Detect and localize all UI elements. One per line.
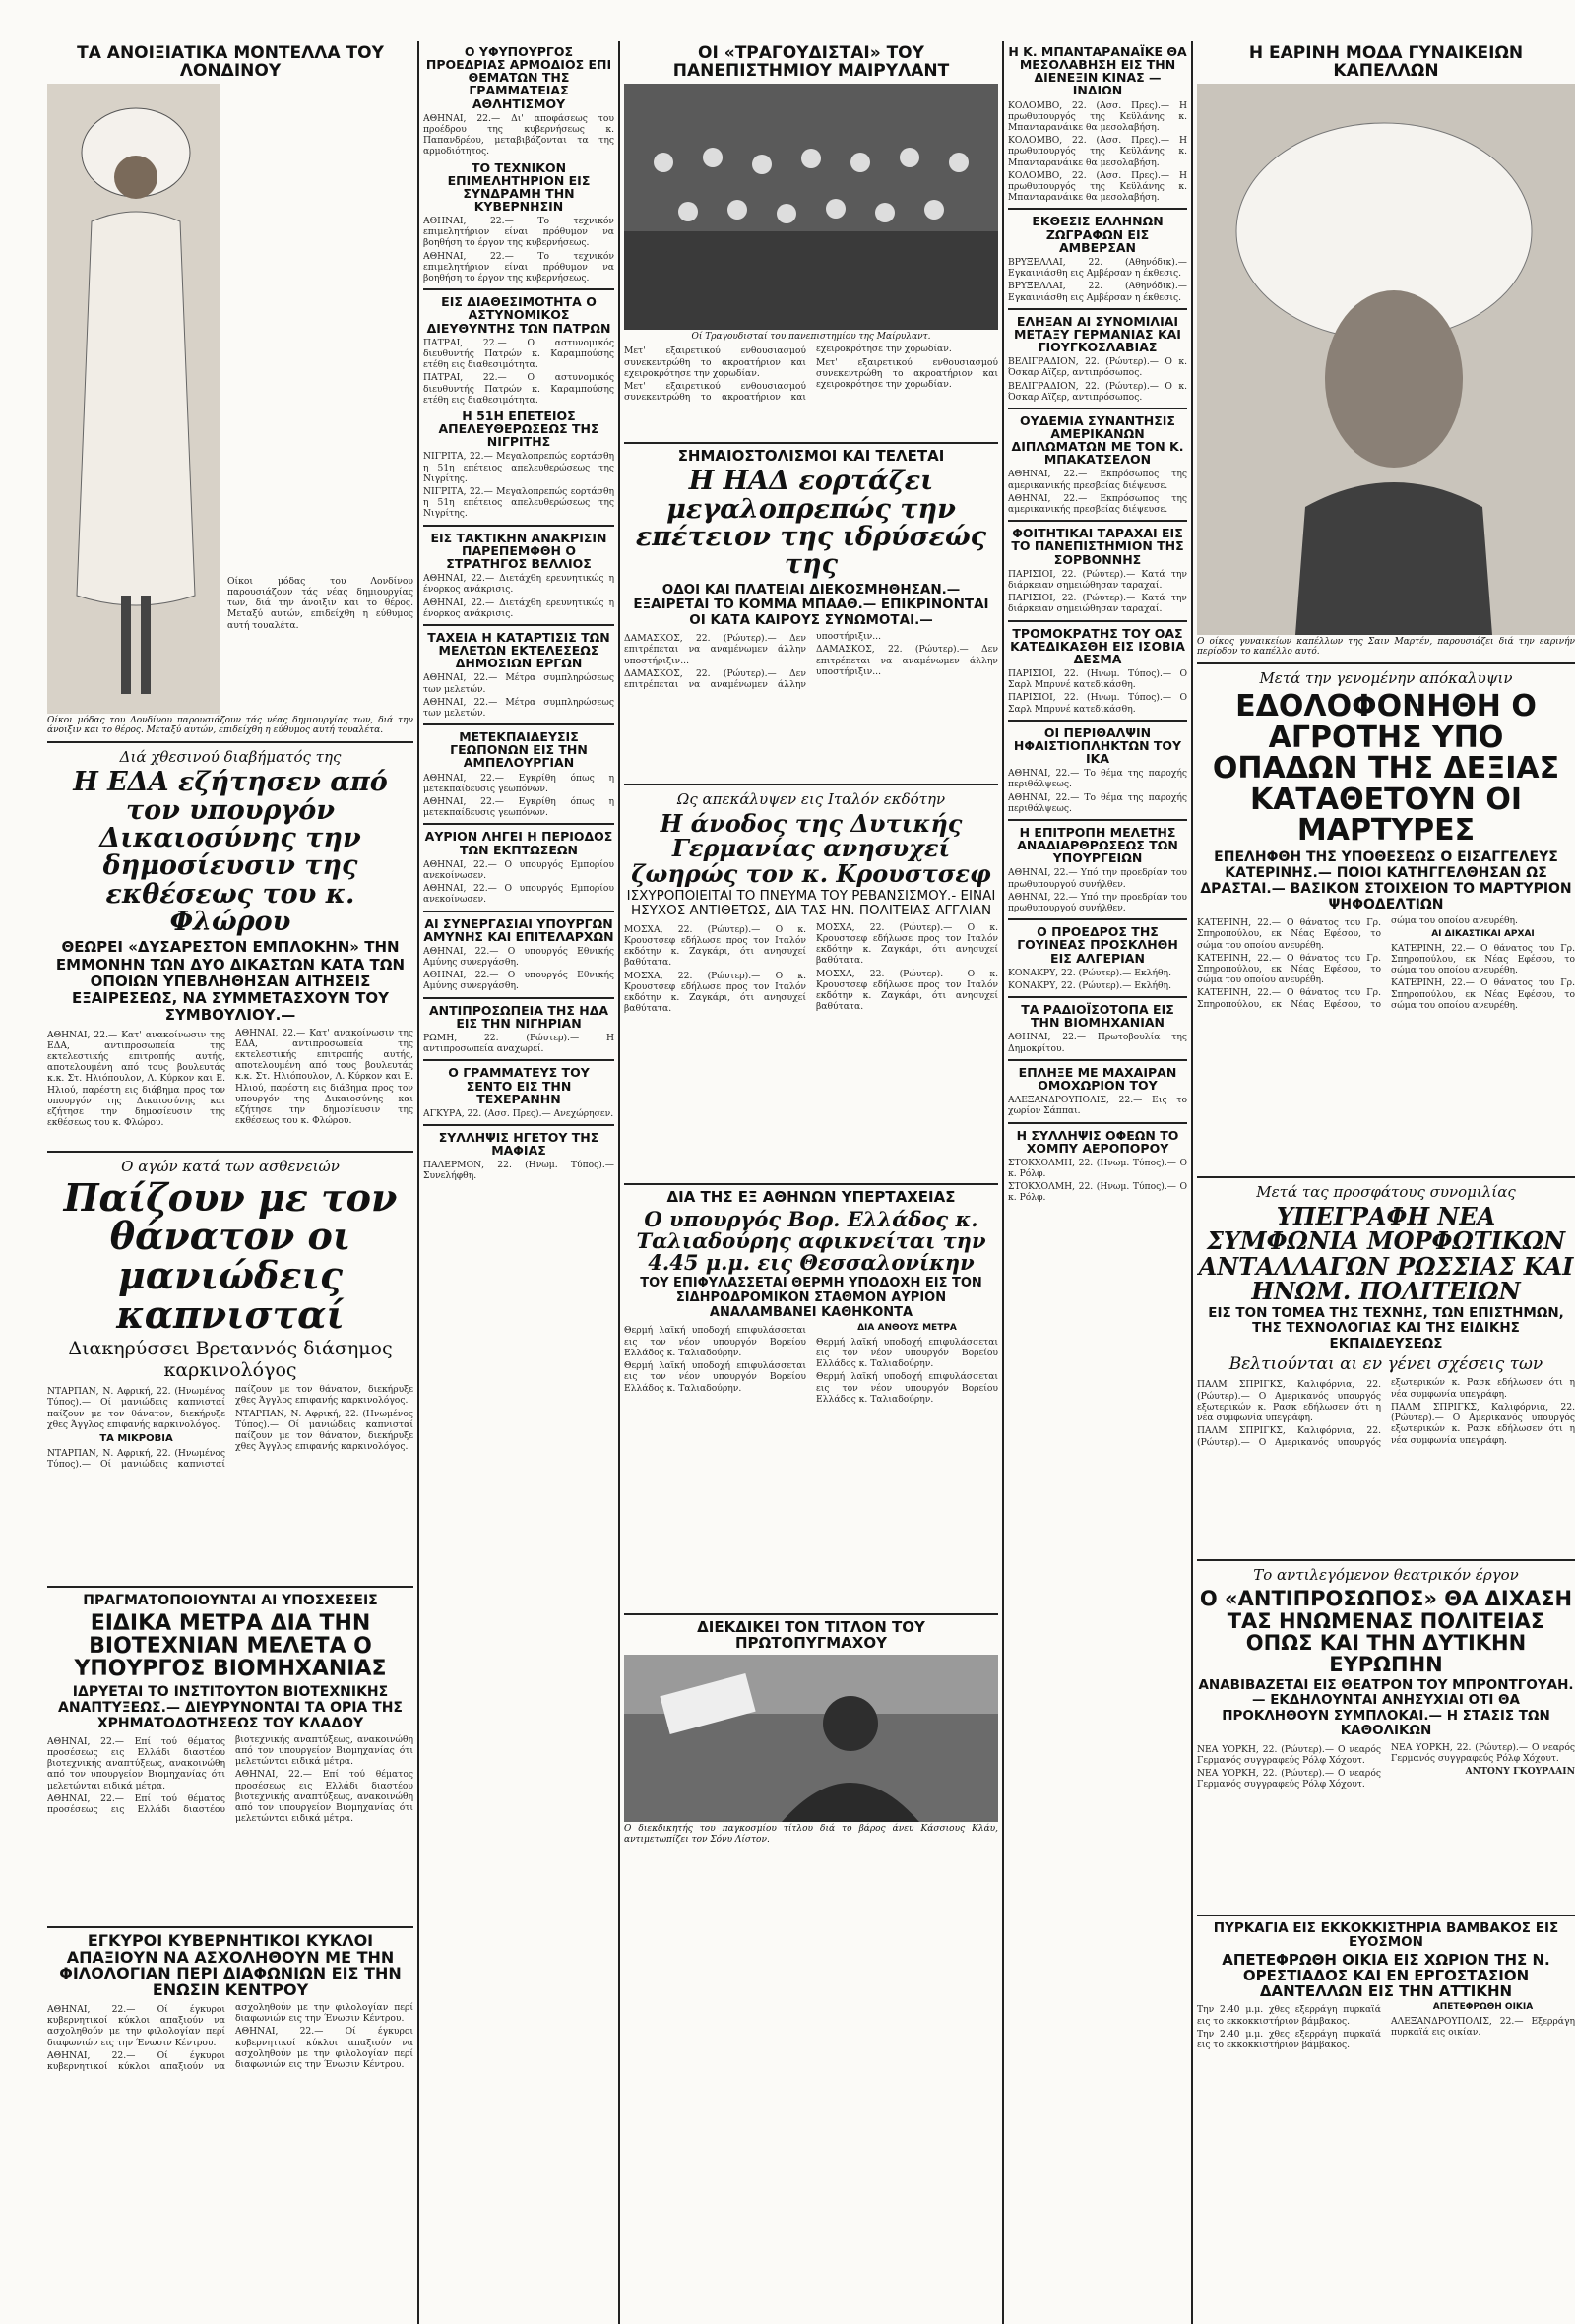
headline-agronomists: ΜΕΤΕΚΠΑΙΔΕΥΣΙΣ ΓΕΩΠΟΝΩΝ ΕΙΣ ΤΗΝ ΑΜΠΕΛΟΥΡΓΙΑΝ (450, 729, 588, 771)
headline-deputy-play: Ο «ΑΝΤΙΠΡΟΣΩΠΟΣ» ΘΑ ΔΙΧΑΣΗ ΤΑΣ ΗΝΩΜΕΝΑΣ ΠΟΛΙΤΕΙΑΣ ΟΠΩΣ ΚΑΙ ΤΗΝ ΔΥΤΙΚΗΝ ΕΥΡΩΠΗΝ (1199, 1587, 1573, 1676)
article-text: ΒΡΥΞΕΛΛΑΙ, 22. (Αθηνόδικ).— Εγκαινιάσθη εις Αμβέρσαν η έκθεσις. (1008, 281, 1187, 303)
divider (1197, 1915, 1575, 1916)
headline-snakes-hobby: Η ΣΥΛΛΗΨΙΣ ΟΦΕΩΝ ΤΟ ΧΟΜΠΥ ΑΕΡΟΠΟΡΟΥ (1016, 1127, 1179, 1156)
article-text: ΣΤΟΚΧΟΛΜΗ, 22. (Ηνωμ. Τύπος).— Ο κ. Ρόλφ. (1008, 1157, 1187, 1179)
headline-taliadouris: Ο υπουργός Βορ. Ελλάδος κ. Ταλιαδούρης αφικνείται την 4.45 μ.μ. εις Θεσσαλονίκην (636, 1206, 986, 1275)
headline-vellios: ΕΙΣ ΤΑΚΤΙΚΗΝ ΑΝΑΚΡΙΣΙΝ ΠΑΡΕΠΕΜΦΘΗ Ο ΣΤΡΑΤΗΓΟΣ ΒΕΛΛΙΟΣ (430, 530, 607, 571)
article-text: ΑΘΗΝΑΙ, 22.— Υπό την προεδρίαν του πρωθυπουργού συνήλθεν. (1008, 891, 1187, 914)
article-text: ΠΑΛΜ ΣΠΡΙΓΚΣ, Καλιφόρνια, 22. (Ρώυτερ).— Ο Αμερικανός υπουργός εξωτερικών κ. Ρασκ εδήλωσεν ότι η νέα συμφωνία υπεγράφη. (1391, 1401, 1575, 1446)
article-text: ΑΘΗΝΑΙ, 22.— Οί έγκυροι κυβερνητικοί κύκλοι απαξιούν να ασχοληθούν με την φιλολογίαν περί διαφωνιών εις την Ένωσιν Κέντρου. (47, 2004, 225, 2048)
divider (423, 723, 614, 725)
subhead-agreement: ΕΙΣ ΤΟΝ ΤΟΜΕΑ ΤΗΣ ΤΕΧΝΗΣ, ΤΩΝ ΕΠΙΣΤΗΜΩΝ, ΤΗΣ ΤΕΧΝΟΛΟΓΙΑΣ ΚΑΙ ΤΗΣ ΕΙΔΙΚΗΣ ΕΚΠΑΙΔΕΥΣΕΩΣ (1208, 1304, 1564, 1351)
headline-house-burned: ΑΠΕΤΕΦΡΩΘΗ ΟΙΚΙΑ ΕΙΣ ΧΩΡΙΟΝ ΤΗΣ Ν. ΟΡΕΣΤΙΑΔΟΣ ΚΑΙ ΕΝ ΕΡΓΟΣΤΑΣΙΟΝ ΔΑΝΤΕΛΛΩΝ ΕΙΣ ΤΗΝ ΑΤΤΙΚΗΝ (1222, 1951, 1550, 2000)
headline-hats: Η ΕΑΡΙΝΗ ΜΟΔΑ ΓΥΝΑΙΚΕΙΩΝ ΚΑΠΕΛΛΩΝ (1248, 43, 1524, 81)
article-text: Την 2.40 μ.μ. χθες εξερράγη πυρκαϊά εις το εκκοκκιστήριον βάμβακος. (1197, 2028, 1381, 2050)
headline-uar-anniversary: Η ΗΑΔ εορτάζει μεγαλοπρεπώς την επέτειον της ιδρύσεώς της (635, 466, 987, 581)
article-government-body (47, 2002, 413, 2229)
article-text: ΑΘΗΝΑΙ, 22.— Υπό την προεδρίαν του πρωθυπουργού συνήλθεν. (1008, 867, 1187, 890)
article-text: Θερμή λαϊκή υποδοχή επιφυλάσσεται εις τον νέον υπουργόν Βορείου Ελλάδος κ. Ταλιαδούρην. (624, 1360, 806, 1394)
article-text: ΑΘΗΝΑΙ, 22.— Ο υπουργός Εθνικής Αμύνης συνεργάσθη. (423, 970, 614, 992)
column-rule (618, 41, 620, 2324)
headline-ministries-committee: Η ΕΠΙΤΡΟΠΗ ΜΕΛΕΤΗΣ ΑΝΑΔΙΑΡΘΡΩΣΕΩΣ ΤΩΝ ΥΠΟΥΡΓΕΙΩΝ (1017, 825, 1178, 866)
divider (1008, 308, 1187, 310)
article-text: ΑΘΗΝΑΙ, 22.— Το θέμα της παροχής περιθάλψεως. (1008, 791, 1187, 814)
article-text: ΑΘΗΝΑΙ, 22.— Οί έγκυροι κυβερνητικοί κύκλοι απαξιούν να ασχοληθούν με την φιλολογίαν περί διαφωνιών εις την Ένωσιν Κέντρου. (235, 2026, 413, 2071)
article-text: Θερμή λαϊκή υποδοχή επιφυλάσσεται εις τον νέον υπουργόν Βορείου Ελλάδος κ. Ταλιαδούρην. (816, 1371, 998, 1405)
article-text: Θερμή λαϊκή υποδοχή επιφυλάσσεται εις τον νέον υπουργόν Βορείου Ελλάδος κ. Ταλιαδούρην. (624, 1325, 806, 1358)
photo-boxer (624, 1655, 998, 1822)
column-5 (1197, 41, 1575, 2315)
article-biotechnia-body (47, 1734, 413, 1921)
article-fire-body (1197, 2002, 1575, 2140)
headline-american-diplomats: ΟΥΔΕΜΙΑ ΣΥΝΑΝΤΗΣΙΣ ΑΜΕΡΙΚΑΝΩΝ ΔΙΠΛΩΜΑΤΩΝ ΜΕ ΤΟΝ Κ. ΜΠΑΚΑΤΣΕΛΟΝ (1011, 412, 1184, 468)
headline-nigrita: Η 51Η ΕΠΕΤΕΙΟΣ ΑΠΕΛΕΥΘΕΡΩΣΕΩΣ ΤΗΣ ΝΙΓΡΙΤΗΣ (438, 408, 599, 450)
column-rule (417, 41, 419, 2324)
divider (423, 997, 614, 999)
headline-nigeria: ΑΝΤΙΠΡΟΣΩΠΕΙΑ ΤΗΣ ΗΔΑ ΕΙΣ ΤΗΝ ΝΙΓΗΡΙΑΝ (428, 1002, 609, 1031)
divider (1008, 408, 1187, 409)
article-text: ΠΑΤΡΑΙ, 22.— Ο αστυνομικός διευθυντής Πατρών κ. Καραμπούσης ετέθη εις διαθεσιμότητα. (423, 372, 614, 406)
article-text: Μετ' εξαιρετικού ενθουσιασμού συνεκεντρώθη το ακροατήριον και εχειροκρότησε την χορωδίαν. (624, 344, 952, 404)
article-text: ΑΘΗΝΑΙ, 22.— Διετάχθη ερευνητικώς η ένορκος ανάκρισις. (423, 573, 614, 596)
divider (624, 442, 998, 444)
article-text: Την 2.40 μ.μ. χθες εξερράγη πυρκαϊά εις το εκκοκκιστήριον βάμβακος. (1197, 2004, 1381, 2027)
article-text: ΝΤΑΡΠΑΝ, Ν. Αφρική, 22. (Ηνωμένος Τύπος).— Οί μανιώδεις καπνισταί παίζουν με τον θάνατον, διεκήρυξε χθες Άγγλος επιφανής καρκινολόγος. (235, 1408, 413, 1453)
article-text: ΔΑΜΑΣΚΟΣ, 22. (Ρώυτερ).— Δεν επιτρέπεται να αναμένωμεν άλλην υποστήριξιν... (624, 633, 806, 666)
divider (423, 288, 614, 290)
article-text: Μετ' εξαιρετικού ενθουσιασμού συνεκεντρώθη το ακροατήριον και εχειροκρότησε την χορωδίαν. (624, 345, 806, 379)
column-3 (624, 41, 998, 2315)
article-text: ΜΟΣΧΑ, 22. (Ρώυτερ).— Ο κ. Κρουστσεφ εδήλωσε προς τον Ιταλόν εκδότην κ. Ζαγκάρι, ότι ανησυχεί βαθύτατα. (624, 923, 806, 969)
article-text: ΑΘΗΝΑΙ, 22.— Ο υπουργός Εμπορίου ανεκοίνωσεν. (423, 883, 614, 906)
article-taliadouris-body (624, 1323, 998, 1608)
article-text: ΑΘΗΝΑΙ, 22.— Μέτρα συμπληρώσεως των μελετών. (423, 672, 614, 695)
headline-fire-evosmos: ΠΥΡΚΑΓΙΑ ΕΙΣ ΕΚΚΟΚΚΙΣΤΗΡΙΑ ΒΑΜΒΑΚΟΣ ΕΙΣ ΕΥΟΣΜΟΝ (1213, 1919, 1559, 1950)
article-text: ΑΘΗΝΑΙ, 22.— Κατ' ανακοίνωσιν της ΕΔΑ, αντιπροσωπεία της εκτελεστικής επιτροπής αυτής, αποτελουμένη από τους βουλευτάς κ.κ. Στ. Ηλιόπουλον, Λ. Κύρκον και Ε. Ηλιού, παρέστη εις διάβημα προς τον υπουργόν της Δικαιοσύνης και εζήτησε την δημοσίευσιν της εκθέσεως του κ. Φλώρου. (235, 1027, 413, 1127)
divider (1197, 1559, 1575, 1561)
article-text: ΑΛΕΞΑΝΔΡΟΥΠΟΛΙΣ, 22.— Εις το χωρίον Σάππαι. (1008, 1095, 1187, 1117)
byline: ΑΝΤΟΝΥ ΓΚΟΥΡΛΑΙΝ (1465, 1766, 1575, 1778)
divider (423, 823, 614, 825)
subhead-taliadouris: ΤΟΥ ΕΠΙΦΥΛΑΣΣΕΤΑΙ ΘΕΡΜΗ ΥΠΟΔΟΧΗ ΕΙΣ ΤΟΝ ΣΙΔΗΡΟΔΡΟΜΙΚΟΝ ΣΤΑΘΜΟΝ ΑΥΡΙΟΝ ΑΝΑΛΑΜΒΑΝΕΙ ΚΑΘΗΚΟΝΤΑ (640, 1275, 982, 1320)
article-text: ΔΑΜΑΣΚΟΣ, 22. (Ρώυτερ).— Δεν επιτρέπεται να αναμένωμεν άλλην υποστήριξιν... (816, 644, 998, 677)
divider (47, 1926, 413, 1928)
column-2 (423, 41, 614, 2315)
headline-boxer: ΔΙΕΚΔΙΚΕΙ ΤΟΝ ΤΙΤΛΟΝ ΤΟΥ ΠΡΩΤΟΠΥΓΜΑΧΟΥ (697, 1618, 925, 1653)
headline-ika: ΟΙ ΠΕΡΙΘΑΛΨΙΝ ΗΦΑΙΣΤΙΟΠΛΗΚΤΩΝ ΤΟΥ ΙΚΑ (1013, 724, 1182, 767)
section-judicial: ΑΙ ΔΙΚΑΣΤΙΚΑΙ ΑΡΧΑΙ (1431, 929, 1535, 940)
section-house-burned: ΑΠΕΤΕΦΡΩΘΗ ΟΙΚΙΑ (1432, 2002, 1534, 2013)
divider (1008, 720, 1187, 722)
photo-caption-hat: Ο οίκος γυναικείων καπέλλων της Σαιν Μαρτέν, παρουσιάζει διά την εαρινήν περίοδον το καπέλλο αυτό. (1197, 636, 1575, 658)
article-text: ΝΕΑ ΥΟΡΚΗ, 22. (Ρώυτερ).— Ο νεαρός Γερμανός συγγραφεύς Ρόλφ Χόχουτ. (1197, 1743, 1381, 1766)
article-play-body (1197, 1742, 1575, 1910)
article-text: ΒΕΛΙΓΡΑΔΙΟΝ, 22. (Ρώυτερ).— Ο κ. Όσκαρ Αϊζερ, αντιπρόσωπος. (1008, 356, 1187, 379)
article-text: ΑΘΗΝΑΙ, 22.— Πρωτοβουλία της Δημοκρίτου. (1008, 1032, 1187, 1054)
article-text: ΚΑΤΕΡΙΝΗ, 22.— Ο θάνατος του Γρ. Σπηροπούλου, εκ Νέας Εφέσου, το σώμα του οποίου ανευρέθη. (1391, 942, 1575, 976)
article-text: ΚΟΛΟΜΒΟ, 22. (Ασσ. Πρες).— Η πρωθυπουργός της Κεϋλάνης κ. Μπανταρανάικε θα μεσολαβήση. (1008, 99, 1187, 133)
article-text: ΑΘΗΝΑΙ, 22.— Μέτρα συμπληρώσεως των μελετών. (423, 696, 614, 719)
headline-knife: ΕΠΛΗΞΕ ΜΕ ΜΑΧΑΙΡΑΝ ΟΜΟΧΩΡΙΟΝ ΤΟΥ (1018, 1064, 1177, 1093)
article-text: ΑΘΗΝΑΙ, 22.— Δι' αποφάσεως του προέδρου της κυβερνήσεως κ. Παπανδρέου, μεταβιβάζονται τα της αρμοδιότητος. (423, 112, 614, 157)
article-text: ΝΕΑ ΥΟΡΚΗ, 22. (Ρώυτερ).— Ο νεαρός Γερμανός συγγραφεύς Ρόλφ Χόχουτ. (1391, 1741, 1575, 1764)
article-text: ΠΑΡΙΣΙΟΙ, 22. (Ρώυτερ).— Κατά την διάρκειαν σημειώθησαν ταραχαί. (1008, 568, 1187, 591)
article-text: ΑΘΗΝΑΙ, 22.— Το τεχνικόν επιμελητήριον είναι πρόθυμον να βοηθήση το έργον της κυβερνήσεως. (423, 250, 614, 284)
headline-mafia: ΣΥΛΛΗΨΙΣ ΗΓΕΤΟΥ ΤΗΣ ΜΑΦΙΑΣ (438, 1129, 599, 1159)
article-text: ΜΟΣΧΑ, 22. (Ρώυτερ).— Ο κ. Κρουστσεφ εδήλωσε προς τον Ιταλόν εκδότην κ. Ζαγκάρι, ότι ανησυχεί βαθύτατα. (624, 970, 806, 1015)
headline-biotechnia: ΕΙΔΙΚΑ ΜΕΤΡΑ ΔΙΑ ΤΗΝ ΒΙΟΤΕΧΝΙΑΝ ΜΕΛΕΤΑ Ο ΥΠΟΥΡΓΟΣ ΒΙΟΜΗΧΑΝΙΑΣ (74, 1611, 387, 1682)
divider (423, 1059, 614, 1061)
article-text: ΑΘΗΝΑΙ, 22.— Εγκρίθη όπως η μετεκπαίδευσις γεωπόνων. (423, 772, 614, 794)
article-farmer-body (1197, 915, 1575, 1171)
headline-deputy-minister: Ο ΥΦΥΠΟΥΡΓΟΣ ΠΡΟΕΔΡΙΑΣ ΑΡΜΟΔΙΟΣ ΕΠΙ ΘΕΜΑΤΩΝ ΤΗΣ ΓΡΑΜΜΑΤΕΙΑΣ ΑΘΛΗΤΙΣΜΟΥ (425, 44, 612, 111)
photo-caption-model: Οίκοι μόδας του Λονδίνου παρουσιάζουν τάς νέας δημιουργίας των, διά την άνοιξιν και το θέρος. Μεταξύ αυτών, επιδείχθη η εύθυμος αυτή τουαλέτα. (47, 715, 413, 736)
article-text: ΠΑΤΡΑΙ, 22.— Ο αστυνομικός διευθυντής Πατρών κ. Καραμπούσης ετέθη εις διαθεσιμότητα. (423, 337, 614, 371)
headline-patras-police: ΕΙΣ ΔΙΑΘΕΣΙΜΟΤΗΤΑ Ο ΑΣΤΥΝΟΜΙΚΟΣ ΔΙΕΥΘΥΝΤΗΣ ΤΩΝ ΠΑΤΡΩΝ (426, 294, 611, 336)
headline-discounts: ΑΥΡΙΟΝ ΛΗΓΕΙ Η ΠΕΡΙΟΔΟΣ ΤΩΝ ΕΚΠΤΩΣΕΩΝ (424, 829, 613, 857)
photo-choir (624, 84, 998, 330)
section-flowers: ΔΙΑ ΑΝΘΟΥΣ ΜΕΤΡΑ (857, 1323, 957, 1334)
headline-radioisotopes: ΤΑ ΡΑΔΙΟΪΣΟΤΟΠΑ ΕΙΣ ΤΗΝ ΒΙΟΜΗΧΑΝΙΑΝ (1021, 1002, 1174, 1031)
article-text: ΝΤΑΡΠΑΝ, Ν. Αφρική, 22. (Ηνωμένος Τύπος).— Οί μανιώδεις καπνισταί παίζουν με τον θάνατον, διεκήρυξε χθες Άγγλος επιφανής καρκινολόγος. (47, 1384, 413, 1470)
article-text: ΑΘΗΝΑΙ, 22.— Κατ' ανακοίνωσιν της ΕΔΑ, αντιπροσωπεία της εκτελεστικής επιτροπής αυτής, αποτελουμένη από τους βουλευτάς κ.κ. Στ. Ηλιόπουλον, Λ. Κύρκον και Ε. Ηλιού, παρέστη εις διάβημα προς τον υπουργόν της Δικαιοσύνης και εζήτησε την δημοσίευσιν της εκθέσεως του κ. Φλώρου. (47, 1029, 225, 1129)
model-text-column (227, 84, 413, 714)
headline-cento: Ο ΓΡΑΜΜΑΤΕΥΣ ΤΟΥ ΣΕΝΤΟ ΕΙΣ ΤΗΝ ΤΕΧΕΡΑΝΗΝ (448, 1065, 590, 1106)
headline-london-models: ΤΑ ΑΝΟΙΞΙΑΤΙΚΑ ΜΟΝΤΕΛΛΑ ΤΟΥ ΛΟΝΔΙΝΟΥ (77, 43, 384, 81)
article-text: ΑΓΚΥΡΑ, 22. (Ασσ. Πρες).— Ανεχώρησεν. (423, 1107, 614, 1119)
article-text: ΠΑΡΙΣΙΟΙ, 22. (Ρώυτερ).— Κατά την διάρκειαν σημειώθησαν ταραχαί. (1008, 593, 1187, 615)
subhead-khrushchev: ΙΣΧΥΡΟΠΟΙΕΙΤΑΙ ΤΟ ΠΝΕΥΜΑ ΤΟΥ ΡΕΒΑΝΣΙΣΜΟΥ.- ΕΙΝΑΙ ΗΣΥΧΟΣ ΑΝΤΙΘΕΤΩΣ, ΔΙΑ ΤΑΣ ΗΝ. ΠΟΛΙΤΕΙΑΣ-ΑΓΓΛΙΑΝ (626, 887, 996, 919)
article-text: ΑΘΗΝΑΙ, 22.— Το τεχνικόν επιμελητήριον είναι πρόθυμον να βοηθήση το έργον της κυβερνήσεως. (423, 216, 614, 249)
headline-public-works: ΤΑΧΕΙΑ Η ΚΑΤΑΡΤΙΣΙΣ ΤΩΝ ΜΕΛΕΤΩΝ ΕΚΤΕΛΕΣΕΩΣ ΔΗΜΟΣΙΩΝ ΕΡΓΩΝ (427, 629, 610, 671)
article-uar-body (624, 631, 998, 779)
kicker-murder: Μετά την γενομένην απόκαλυψιν (1259, 669, 1513, 688)
article-text: ΑΘΗΝΑΙ, 22.— Ο υπουργός Εμπορίου ανεκοίνωσεν. (423, 858, 614, 881)
divider (47, 741, 413, 743)
headline-smokers: Παίζουν με τον θάνατον οι μανιώδεις καπνισταί (63, 1174, 398, 1338)
kicker-agreement: Μετά τας προσφάτους συνομιλίας (1256, 1183, 1516, 1202)
divider (1008, 1059, 1187, 1061)
article-text: ΑΘΗΝΑΙ, 22.— Επί τού θέματος προσέσεως εις Ελλάδι διαστέου βιοτεχνικής αναπτύξεως, ανακοινώθη από τον υπουργείον Βιομηχανίας ότι μελετώνται ειδικά μέτρα. (235, 1769, 413, 1825)
subhead-biotechnia: ΙΔΡΥΕΤΑΙ ΤΟ ΙΝΣΤΙΤΟΥΤΟΝ ΒΙΟΤΕΧΝΙΚΗΣ ΑΝΑΠΤΥΞΕΩΣ.— ΔΙΕΥΡΥΝΟΝΤΑΙ ΤΑ ΟΡΙΑ ΤΗΣ ΧΡΗΜΑΤΟΔΟΤΗΣΕΩΣ ΤΟΥ ΚΛΑΔΟΥ (58, 1683, 403, 1731)
divider (1008, 1122, 1187, 1124)
article-text: ΝΙΓΡΙΤΑ, 22.— Μεγαλοπρεπώς εορτάσθη η 51η επέτειος απελευθερώσεως της Νιγρίτης. (423, 486, 614, 520)
article-agreement-body (1197, 1377, 1575, 1554)
subhead-smokers: Διακηρύσσει Βρεταννός διάσημος καρκινολόγος (68, 1338, 393, 1382)
article-text: ΚΑΤΕΡΙΝΗ, 22.— Ο θάνατος του Γρ. Σπηροπούλου, εκ Νέας Εφέσου, το σώμα του οποίου ανευρέθη. (1197, 952, 1381, 986)
headline-germany-yugoslavia: ΕΛΗΞΑΝ ΑΙ ΣΥΝΟΜΙΛΙΑΙ ΜΕΤΑΞΥ ΓΕΡΜΑΝΙΑΣ ΚΑΙ ΓΙΟΥΓΚΟΣΛΑΒΙΑΣ (1014, 313, 1181, 354)
kicker-khrushchev: Ως απεκάλυψεν εις Ιταλόν εκδότην (676, 790, 946, 809)
article-text: ΒΕΛΙΓΡΑΔΙΟΝ, 22. (Ρώυτερ).— Ο κ. Όσκαρ Αϊζερ, αντιπρόσωπος. (1008, 380, 1187, 403)
section-microbes: ΤΑ ΜΙΚΡΟΒΙΑ (99, 1433, 173, 1445)
headline-technical-chamber: ΤΟ ΤΕΧΝΙΚΟΝ ΕΠΙΜΕΛΗΤΗΡΙΟΝ ΕΙΣ ΣΥΝΔΡΑΜΗ ΤΗΝ ΚΥΒΕΡΝΗΣΙΝ (447, 159, 591, 214)
article-eda-body (47, 1028, 413, 1146)
divider (1008, 520, 1187, 522)
divider (1197, 1176, 1575, 1178)
choir-illustration (624, 84, 998, 330)
article-text: ΔΑΜΑΣΚΟΣ, 22. (Ρώυτερ).— Δεν επιτρέπεται να αναμένωμεν άλλην υποστήριξιν... (624, 631, 882, 691)
article-smoking-body (47, 1384, 413, 1581)
boxer-illustration (624, 1655, 998, 1822)
article-text: ΑΘΗΝΑΙ, 22.— Διετάχθη ερευνητικώς η ένορκος ανάκρισις. (423, 597, 614, 619)
article-text: ΝΕΑ ΥΟΡΚΗ, 22. (Ρώυτερ).— Ο νεαρός Γερμανός συγγραφεύς Ρόλφ Χόχουτ. (1197, 1768, 1381, 1790)
article-text: ΠΑΛΜ ΣΠΡΙΓΚΣ, Καλιφόρνια, 22. (Ρώυτερ).— Ο Αμερικανός υπουργός εξωτερικών κ. Ρασκ εδήλωσεν ότι η νέα συμφωνία υπεγράφη. (1197, 1377, 1575, 1448)
column-rule (1002, 41, 1004, 2324)
column-4 (1008, 41, 1187, 2315)
column-1 (47, 41, 413, 2315)
kicker-theatre: Το αντιλεγόμενον θεατρικόν έργον (1253, 1566, 1519, 1585)
divider (1197, 662, 1575, 664)
divider (1008, 996, 1187, 998)
headline-maryland-singers: ΟΙ «ΤΡΑΓΟΥΔΙΣΤΑΙ» ΤΟΥ ΠΑΝΕΠΙΣΤΗΜΙΟΥ ΜΑΙΡΥΛΑΝΤ (672, 43, 950, 81)
article-text: ΑΘΗΝΑΙ, 22.— Οί έγκυροι κυβερνητικοί κύκλοι απαξιούν να ασχοληθούν με την φιλολογίαν περί διαφωνιών εις την Ένωσιν Κέντρου. (47, 2002, 413, 2073)
article-text: ΚΑΤΕΡΙΝΗ, 22.— Ο θάνατος του Γρ. Σπηροπούλου, εκ Νέας Εφέσου, το σώμα του οποίου ανευρέθη. (1391, 977, 1575, 1011)
headline-defence: ΑΙ ΣΥΝΕΡΓΑΣΙΑΙ ΥΠΟΥΡΓΩΝ ΑΜΥΝΗΣ ΚΑΙ ΕΠΙΤΕΛΑΡΧΩΝ (423, 915, 614, 944)
article-text: Θερμή λαϊκή υποδοχή επιφυλάσσεται εις τον νέον υπουργόν Βορείου Ελλάδος κ. Ταλιαδούρην. (816, 1336, 998, 1370)
article-text: ΑΘΗΝΑΙ, 22.— Εκπρόσωπος της αμερικανικής πρεσβείας διέψευσε. (1008, 492, 1187, 516)
model-article-text: Οίκοι μόδας του Λονδίνου παρουσιάζουν τάς νέας δημιουργίας των, διά την άνοιξιν και το θέρος. Μεταξύ αυτών, επιδείχθη η εύθυμος αυτή τουαλέτα. (227, 575, 413, 631)
photo-fashion-model (47, 84, 220, 714)
headline-cultural-agreement: ΥΠΕΓΡΑΦΗ ΝΕΑ ΣΥΜΦΩΝΙΑ ΜΟΡΦΩΤΙΚΩΝ ΑΝΤΑΛΛΑΓΩΝ ΡΩΣΣΙΑΣ ΚΑΙ ΗΝΩΜ. ΠΟΛΙΤΕΙΩΝ (1198, 1202, 1574, 1305)
subhead-uar: ΟΔΟΙ ΚΑΙ ΠΛΑΤΕΙΑΙ ΔΙΕΚΟΣΜΗΘΗΣΑΝ.— ΕΞΑΙΡΕΤΑΙ ΤΟ ΚΟΜΜΑ ΜΠΑΑΘ.— ΕΠΙΚΡΙΝΟΝΤΑΙ ΟΙ ΚΑΤΑ ΚΑΙΡΟΥΣ ΣΥΝΩΜΟΤΑΙ.— (633, 581, 989, 628)
article-text: ΜΟΣΧΑ, 22. (Ρώυτερ).— Ο κ. Κρουστσεφ εδήλωσε προς τον Ιταλόν εκδότην κ. Ζαγκάρι, ότι ανησυχεί βαθύτατα. (816, 968, 998, 1013)
divider (47, 1151, 413, 1153)
article-text: ΑΘΗΝΑΙ, 22.— Επί τού θέματος προσέσεως εις Ελλάδι διαστέου βιοτεχνικής αναπτύξεως, ανακοινώθη από τον υπουργείον Βιομηχανίας ότι μελετώνται ειδικά μέτρα. (47, 1733, 413, 1816)
headline-bandaranaike: Η Κ. ΜΠΑΝΤΑΡΑΝΑΪΚΕ ΘΑ ΜΕΣΟΛΑΒΗΣΗ ΕΙΣ ΤΗΝ ΔΙΕΝΕΞΙΝ ΚΙΝΑΣ — ΙΝΔΙΩΝ (1008, 44, 1187, 98)
divider (624, 1183, 998, 1185)
article-text: Μετ' εξαιρετικού ενθουσιασμού συνεκεντρώθη το ακροατήριον και εχειροκρότησε την χορωδίαν. (816, 356, 998, 391)
fashion-model-illustration (47, 84, 220, 714)
divider (423, 525, 614, 527)
article-text: ΠΑΛΕΡΜΟΝ, 22. (Ηνωμ. Τύπος).— Συνελήφθη. (423, 1160, 614, 1182)
article-text: ΣΤΟΚΧΟΛΜΗ, 22. (Ηνωμ. Τύπος).— Ο κ. Ρόλφ. (1008, 1181, 1187, 1204)
article-text: ΝΙΓΡΙΤΑ, 22.— Μεγαλοπρεπώς εορτάσθη η 51η επέτειος απελευθερώσεως της Νιγρίτης. (423, 451, 614, 484)
article-text: ΑΘΗΝΑΙ, 22.— Επί τού θέματος προσέσεως εις Ελλάδι διαστέου βιοτεχνικής αναπτύξεως, ανακοινώθη από τον υπουργείον Βιομηχανίας ότι μελετώνται ειδικά μέτρα. (47, 1735, 225, 1791)
headline-oas-terrorist: ΤΡΟΜΟΚΡΑΤΗΣ ΤΟΥ ΟΑΣ ΚΑΤΕΔΙΚΑΣΘΗ ΕΙΣ ΙΣΟΒΙΑ ΔΕΣΜΑ (1010, 625, 1185, 666)
divider (624, 1613, 998, 1615)
subhead-deputy-play: ΑΝΑΒΙΒΑΖΕΤΑΙ ΕΙΣ ΘΕΑΤΡΟΝ ΤΟΥ ΜΠΡΟΝΤΓΟΥΑΗ.— ΕΚΔΗΛΟΥΝΤΑΙ ΑΝΗΣΥΧΙΑΙ ΟΤΙ ΘΑ ΠΡΟΚΛΗΘΟΥΝ ΣΥΜΠΛΟΚΑΙ.— Η ΣΤΑΣΙΣ ΤΩΝ ΚΑΘΟΛΙΚΩΝ (1198, 1676, 1574, 1739)
kicker-express: ΔΙΑ ΤΗΣ ΕΞ ΑΘΗΝΩΝ ΥΠΕΡΤΑΧΕΙΑΣ (666, 1187, 956, 1206)
article-text: ΚΑΤΕΡΙΝΗ, 22.— Ο θάνατος του Γρ. Σπηροπούλου, εκ Νέας Εφέσου, το σώμα του οποίου ανευρέθη. (1197, 917, 1381, 951)
article-text: ΠΑΡΙΣΙΟΙ, 22. (Ηνωμ. Τύπος).— Ο Σαρλ Μπρυνέ κατεδικάσθη. (1008, 692, 1187, 715)
column-rule (1191, 41, 1193, 2324)
divider (423, 911, 614, 912)
headline-khrushchev: Η άνοδος της Δυτικής Γερμανίας ανησυχεί ζωηρώς τον κ. Κρουστσεφ (631, 809, 991, 888)
subhead-farmer: ΕΠΕΛΗΦΘΗ ΤΗΣ ΥΠΟΘΕΣΕΩΣ Ο ΕΙΣΑΓΓΕΛΕΥΣ ΚΑΤΕΡΙΝΗΣ.— ΠΟΙΟΙ ΚΑΤΗΓΓΕΛΘΗΣΑΝ ΩΣ ΔΡΑΣΤΑΙ.— ΒΑΣΙΚΟΝ ΣΤΟΙΧΕΙΟΝ ΤΟ ΜΑΡΤΥΡΙΟΝ ΨΗΦΟΔΕΛΤΙΩΝ (1200, 848, 1572, 913)
divider (1008, 819, 1187, 821)
article-choir-body (624, 344, 998, 437)
headline-farmer-murdered: ΕΔΟΛΟΦΟΝΗΘΗ Ο ΑΓΡΟΤΗΣ ΥΠΟ ΟΠΑΔΩΝ ΤΗΣ ΔΕΞΙΑΣ ΚΑΤΑΘΕΤΟΥΝ ΟΙ ΜΑΡΤΥΡΕΣ (1212, 689, 1560, 848)
kicker-eda: Διά χθεσινού διαβήματός της (119, 748, 342, 767)
divider (47, 1586, 413, 1588)
headline-eda-florou: Η ΕΔΑ εζήτησεν από τον υπουργόν Δικαιοσύνης την δημοσίευσιν της εκθέσεως του κ. Φλώρου (73, 767, 388, 937)
article-text: ΝΤΑΡΠΑΝ, Ν. Αφρική, 22. (Ηνωμένος Τύπος).— Οί μανιώδεις καπνισταί παίζουν με τον θάνατον, διεκήρυξε χθες Άγγλος επιφανής καρκινολόγος. (47, 1386, 225, 1430)
divider (423, 624, 614, 626)
photo-caption-choir: Οί Τραγουδισταί του πανεπιστημίου της Μαίρυλαντ. (691, 331, 931, 342)
article-text: ΠΑΡΙΣΙΟΙ, 22. (Ηνωμ. Τύπος).— Ο Σαρλ Μπρυνέ κατεδικάσθη. (1008, 667, 1187, 691)
divider (1008, 620, 1187, 622)
kicker-flags: ΣΗΜΑΙΟΣΤΟΛΙΣΜΟΙ ΚΑΙ ΤΕΛΕΤΑΙ (677, 447, 945, 466)
article-text: ΜΟΣΧΑ, 22. (Ρώυτερ).— Ο κ. Κρουστσεφ εδήλωσε προς τον Ιταλόν εκδότην κ. Ζαγκάρι, ότι ανησυχεί βαθύτατα. (816, 921, 998, 967)
divider (423, 1124, 614, 1126)
photo-caption-boxer: Ο διεκδικητής του παγκοσμίου τίτλου διά το βάρος άνευ Κάσσιους Κλάυ, αντιμετωπίζει τον Σόνυ Λίστον. (624, 1823, 998, 1845)
photo-hat-model (1197, 84, 1575, 635)
article-text: ΑΛΕΞΑΝΔΡΟΥΠΟΛΙΣ, 22.— Εξερράγη πυρκαϊά εις οικίαν. (1391, 2015, 1575, 2038)
kicker-promises: ΠΡΑΓΜΑΤΟΠΟΙΟΥΝΤΑΙ ΑΙ ΥΠΟΣΧΕΣΕΙΣ (83, 1593, 378, 1609)
article-text: ΚΟΛΟΜΒΟ, 22. (Ασσ. Πρες).— Η πρωθυπουργός της Κεϋλάνης κ. Μπανταρανάικε θα μεσολαβήση. (1008, 169, 1187, 204)
headline-guinea: Ο ΠΡΟΕΔΡΟΣ ΤΗΣ ΓΟΥΙΝΕΑΣ ΠΡΟΣΚΛΗΘΗ ΕΙΣ ΑΛΓΕΡΙΑΝ (1017, 924, 1178, 966)
article-text: ΚΟΛΟΜΒΟ, 22. (Ασσ. Πρες).— Η πρωθυπουργός της Κεϋλάνης κ. Μπανταρανάικε θα μεσολαβήση. (1008, 135, 1187, 168)
headline-government-circles: ΕΓΚΥΡΟΙ ΚΥΒΕΡΝΗΤΙΚΟΙ ΚΥΚΛΟΙ ΑΠΑΞΙΟΥΝ ΝΑ ΑΣΧΟΛΗΘΟΥΝ ΜΕ ΤΗΝ ΦΙΛΟΛΟΓΙΑΝ ΠΕΡΙ ΔΙΑΦΩΝΙΩΝ ΕΙΣ ΤΗΝ ΕΝΩΣΙΝ ΚΕΝΤΡΟΥ (59, 1930, 402, 2000)
article-text: ΑΘΗΝΑΙ, 22.— Το θέμα της παροχής περιθάλψεως. (1008, 768, 1187, 790)
kicker-smoking: Ο αγών κατά των ασθενειών (121, 1157, 340, 1175)
headline-painters-antwerp: ΕΚΘΕΣΙΣ ΕΛΛΗΝΩΝ ΖΩΓΡΑΦΩΝ ΕΙΣ ΑΜΒΕΡΣΑΝ (1032, 214, 1164, 255)
kicker-relations: Βελτιούνται αι εν γένει σχέσεις των (1228, 1354, 1544, 1375)
article-text: ΚΟΝΑΚΡΥ, 22. (Ρώυτερ).— Εκλήθη. (1008, 979, 1171, 991)
article-text: ΚΑΤΕΡΙΝΗ, 22.— Ο θάνατος του Γρ. Σπηροπούλου, εκ Νέας Εφέσου, το σώμα του οποίου ανευρέθη. (1197, 915, 1518, 1010)
article-text: ΒΡΥΞΕΛΛΑΙ, 22. (Αθηνόδικ).— Εγκαινιάσθη εις Αμβέρσαν η έκθεσις. (1008, 256, 1187, 280)
article-text: ΑΘΗΝΑΙ, 22.— Εκπρόσωπος της αμερικανικής πρεσβείας διέψευσε. (1008, 469, 1187, 491)
divider (1008, 918, 1187, 920)
article-text: ΡΩΜΗ, 22. (Ρώυτερ).— Η αντιπροσωπεία αναχωρεί. (423, 1032, 614, 1055)
article-text: ΠΑΛΜ ΣΠΡΙΓΚΣ, Καλιφόρνια, 22. (Ρώυτερ).— Ο Αμερικανός υπουργός εξωτερικών κ. Ρασκ εδήλωσεν ότι η νέα συμφωνία υπεγράφη. (1197, 1379, 1381, 1424)
article-text: ΑΘΗΝΑΙ, 22.— Ο υπουργός Εθνικής Αμύνης συνεργάσθη. (423, 945, 614, 969)
article-text: ΑΘΗΝΑΙ, 22.— Εγκρίθη όπως η μετεκπαίδευσις γεωπόνων. (423, 796, 614, 819)
article-khrushchev-body (624, 922, 998, 1178)
divider (1008, 208, 1187, 210)
subhead-eda: ΘΕΩΡΕΙ «ΔΥΣΑΡΕΣΤΟΝ ΕΜΠΛΟΚΗΝ» ΤΗΝ ΕΜΜΟΝΗΝ ΤΩΝ ΔΥΟ ΔΙΚΑΣΤΩΝ ΚΑΤΑ ΤΩΝ ΟΠΟΙΩΝ ΥΠΕΒΛΗΘΗΣΑΝ ΑΙΤΗΣΕΙΣ ΕΞΑΙΡΕΣΕΩΣ, ΝΑ ΣΥΜΜΕΤΑΣΧΟΥΝ ΤΟΥ ΣΥΜΒΟΥΛΙΟΥ.— (55, 938, 406, 1025)
headline-sorbonne: ΦΟΙΤΗΤΙΚΑΙ ΤΑΡΑΧΑΙ ΕΙΣ ΤΟ ΠΑΝΕΠΙΣΤΗΜΙΟΝ ΤΗΣ ΣΟΡΒΟΝΝΗΣ (1011, 526, 1184, 567)
article-text: ΚΟΝΑΚΡΥ, 22. (Ρώυτερ).— Εκλήθη. (1008, 967, 1171, 978)
divider (624, 784, 998, 785)
hat-model-illustration (1197, 84, 1575, 635)
